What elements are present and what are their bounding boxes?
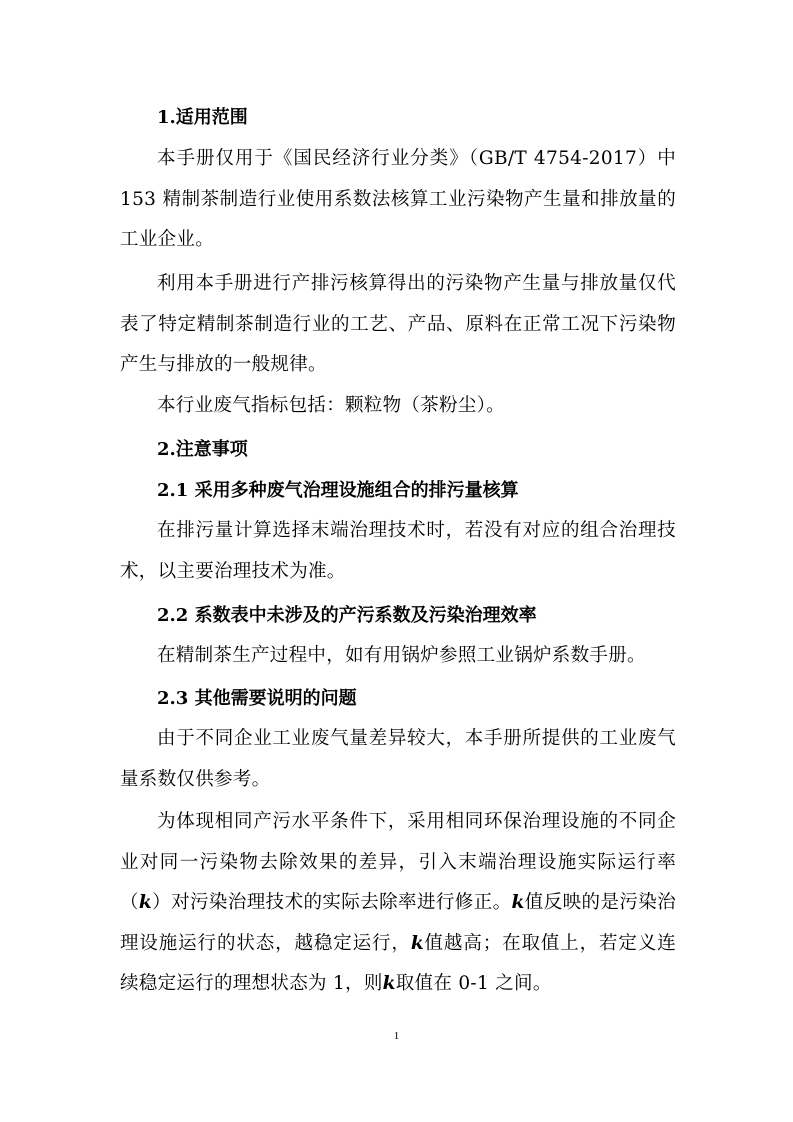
paragraph-exhaust-volume: 由于不同企业工业废气量差异较大，本手册所提供的工业废气量系数仅供参考。 [120,728,676,790]
operation-rate-text-d: 值越高；在取值上，若定义连续稳定运行的理想状态为 1，则 [120,932,676,994]
paragraph-combined-treatment: 在排污量计算选择末端治理技术时，若没有对应的组合治理技术，以主要治理技术为准。 [120,520,676,582]
operation-rate-text-a: 为体现相同产污水平条件下，采用相同环保治理设施的不同企业对同一污染物去除效果的差异，引入末端治理设施实际运行率（ [120,811,676,913]
subsection-heading-2-2: 2.2 系数表中未涉及的产污系数及污染治理效率 [157,605,537,626]
paragraph-accounting-results: 利用本手册进行产排污核算得出的污染物产生量与排放量仅代表了特定精制茶制造行业的工艺、产品、原料在正常工况下污染物产生与排放的一般规律。 [120,273,676,375]
operation-rate-text-c: 值反映的是污染治理设施运行的状态，越稳定运行， [120,892,676,954]
section-heading-notes: 2.注意事项 [157,439,248,460]
paragraph-operation-rate [120,802,676,1005]
paragraph-exhaust-indicators: 本行业废气指标包括：颗粒物（茶粉尘）。 [157,395,505,416]
subsection-heading-2-1: 2.1 采用多种废气治理设施组合的排污量核算 [157,480,519,501]
paragraph-scope: 本手册仅用于《国民经济行业分类》（GB/T 4754-2017）中 153 精制茶制造行业使用系数法核算工业污染物产生量和排放量的工业企业。 [120,148,676,250]
operation-rate-text-b: ）对污染治理技术的实际去除率进行修正。 [152,892,512,913]
page-number: 1 [393,1030,400,1042]
paragraph-boiler: 在精制茶生产过程中，如有用锅炉参照工业锅炉系数手册。 [157,645,646,666]
k-symbol: k [382,973,396,994]
k-symbol: k [410,932,424,954]
subsection-heading-2-3: 2.3 其他需要说明的问题 [157,688,357,709]
operation-rate-text-e: 取值在 0-1 之间。 [395,973,552,994]
k-symbol: k [138,892,153,913]
k-symbol: k [511,892,525,913]
section-heading-scope: 1.适用范围 [157,107,248,128]
